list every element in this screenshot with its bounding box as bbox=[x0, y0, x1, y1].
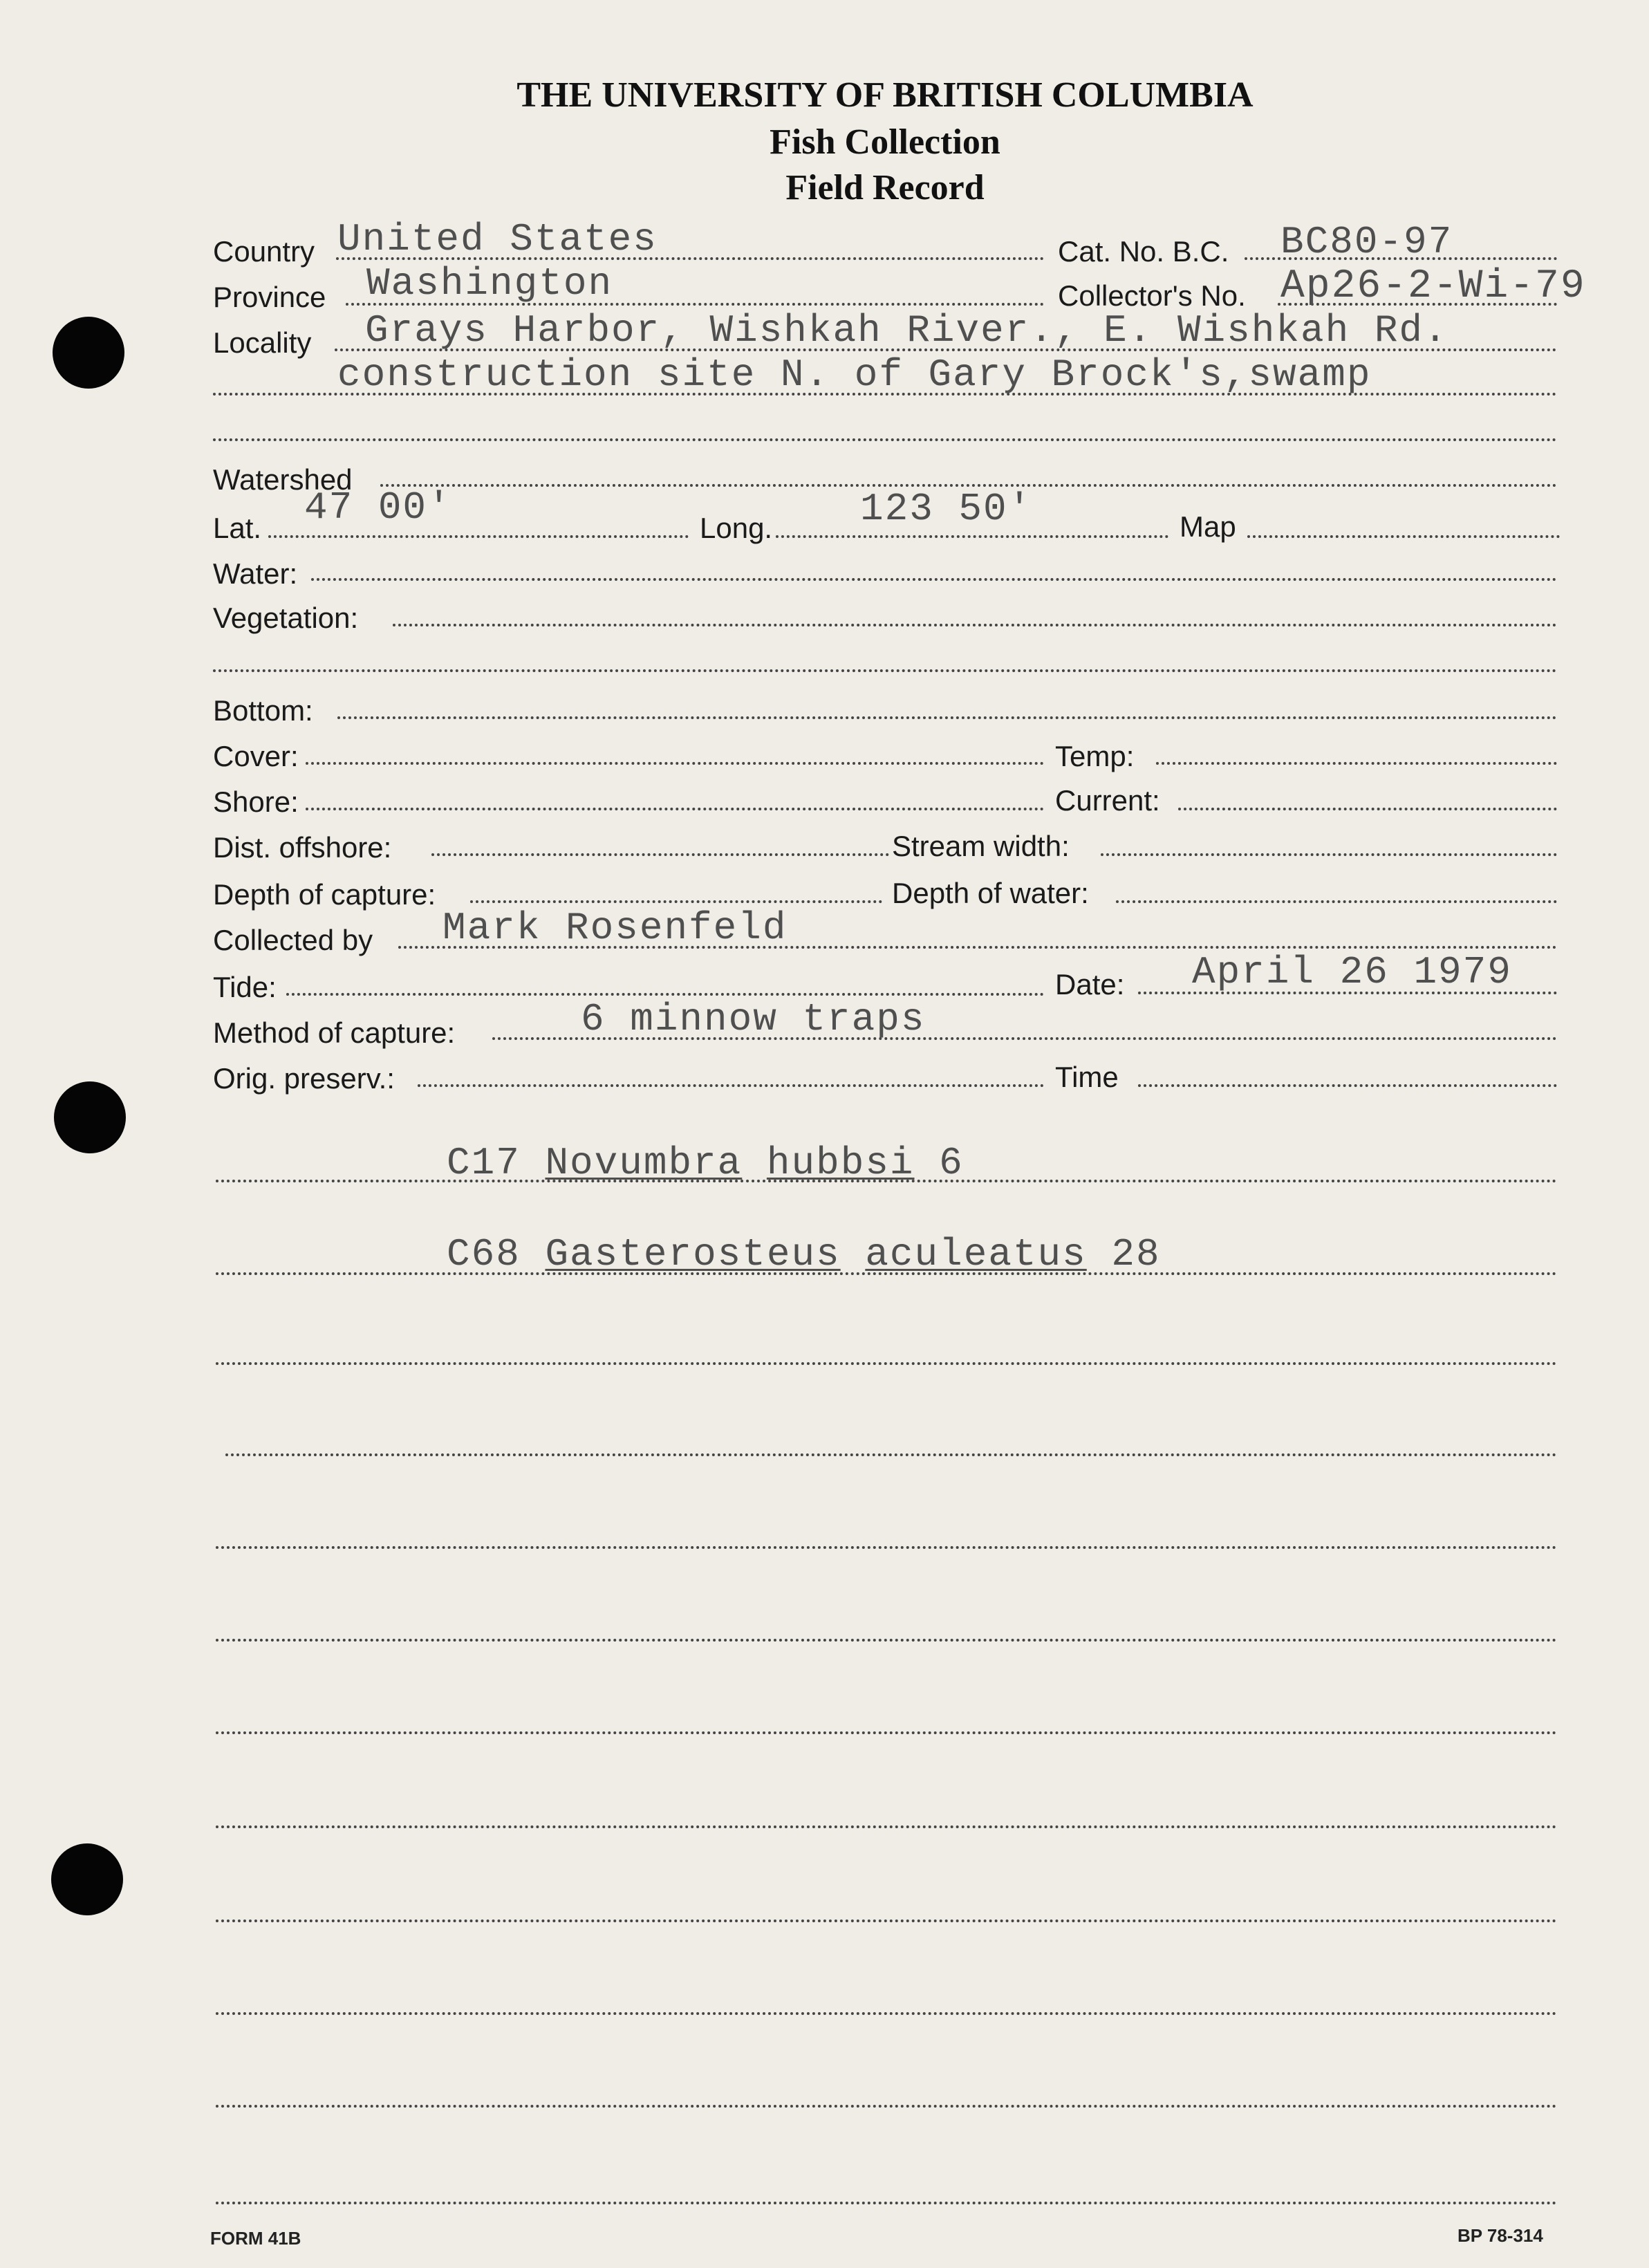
locality-value-line-1: Grays Harbor, Wishkah River., E. Wishkah Rd. bbox=[365, 308, 1448, 353]
punch-hole-bottom bbox=[51, 1843, 123, 1915]
current-label: Current: bbox=[1055, 784, 1160, 817]
shore-label: Shore: bbox=[213, 786, 299, 818]
tide-line bbox=[286, 993, 1044, 996]
blank-line bbox=[216, 2105, 1557, 2108]
stream-width-label: Stream width: bbox=[892, 830, 1070, 862]
depth-of-capture-label: Depth of capture: bbox=[213, 878, 436, 911]
cover-label: Cover: bbox=[213, 740, 299, 772]
bottom-line bbox=[337, 716, 1557, 719]
specimen-count: 6 bbox=[939, 1141, 964, 1185]
specimen-row-1 bbox=[447, 1141, 964, 1185]
specimen-species: hubbsi bbox=[766, 1141, 915, 1185]
temp-line bbox=[1156, 762, 1557, 765]
country-value: United States bbox=[337, 217, 658, 261]
cat-no-label: Cat. No. B.C. bbox=[1058, 235, 1229, 268]
vegetation-line-2 bbox=[213, 669, 1557, 672]
lat-label: Lat. bbox=[213, 512, 262, 544]
shore-line bbox=[306, 808, 1044, 810]
method-of-capture-value: 6 minnow traps bbox=[581, 997, 926, 1041]
collectors-no-label: Collector's No. bbox=[1058, 279, 1246, 312]
orig-preserv-label: Orig. preserv.: bbox=[213, 1062, 395, 1095]
vegetation-label: Vegetation: bbox=[213, 602, 359, 634]
blank-line bbox=[216, 1731, 1557, 1734]
province-value: Washington bbox=[366, 261, 613, 306]
blank-line bbox=[216, 1639, 1557, 1642]
blank-line bbox=[216, 2012, 1557, 2015]
dist-offshore-line bbox=[431, 853, 889, 856]
depth-of-water-label: Depth of water: bbox=[892, 877, 1089, 909]
water-line bbox=[311, 578, 1557, 581]
temp-label: Temp: bbox=[1055, 740, 1135, 772]
specimen-species: aculeatus bbox=[865, 1232, 1087, 1276]
date-value: April 26 1979 bbox=[1192, 950, 1512, 994]
dist-offshore-label: Dist. offshore: bbox=[213, 831, 392, 864]
map-line bbox=[1247, 535, 1560, 538]
specimen-row-2 bbox=[447, 1232, 1161, 1276]
stream-width-line bbox=[1101, 853, 1557, 856]
blank-line bbox=[225, 1453, 1557, 1456]
specimen-count: 28 bbox=[1111, 1232, 1161, 1276]
specimen-code: C68 bbox=[447, 1232, 521, 1276]
punch-hole-top bbox=[53, 317, 124, 389]
cat-no-value: BC80-97 bbox=[1280, 220, 1453, 264]
watershed-label: Watershed bbox=[213, 463, 353, 496]
method-of-capture-label: Method of capture: bbox=[213, 1016, 456, 1049]
blank-line bbox=[216, 1362, 1557, 1365]
current-line bbox=[1178, 808, 1557, 810]
collection-title: Fish Collection bbox=[770, 122, 1000, 162]
long-value: 123 50' bbox=[860, 487, 1033, 531]
punch-hole-middle bbox=[54, 1081, 126, 1153]
cover-line bbox=[306, 762, 1044, 765]
country-label: Country bbox=[213, 235, 315, 268]
collected-by-value: Mark Rosenfeld bbox=[442, 906, 788, 950]
depth-of-capture-line bbox=[470, 900, 882, 903]
lat-line bbox=[268, 535, 689, 538]
blank-line bbox=[216, 1825, 1557, 1828]
time-line bbox=[1138, 1084, 1557, 1087]
lat-value: 47 00' bbox=[304, 485, 452, 530]
blank-line bbox=[216, 1920, 1557, 1922]
date-label: Date: bbox=[1055, 968, 1125, 1001]
blank-line bbox=[216, 2202, 1557, 2204]
form-number: FORM 41B bbox=[210, 2228, 301, 2249]
record-type-title: Field Record bbox=[785, 168, 985, 207]
print-code: BP 78-314 bbox=[1457, 2225, 1543, 2246]
specimen-code: C17 bbox=[447, 1141, 521, 1185]
province-label: Province bbox=[213, 281, 326, 313]
tide-label: Tide: bbox=[213, 971, 277, 1003]
long-line bbox=[776, 535, 1168, 538]
locality-label: Locality bbox=[213, 326, 312, 359]
locality-line-3 bbox=[213, 438, 1557, 441]
locality-value-line-2: construction site N. of Gary Brock's,swamp bbox=[337, 353, 1372, 397]
long-label: Long. bbox=[700, 512, 773, 544]
specimen-genus: Gasterosteus bbox=[545, 1232, 841, 1276]
institution-title: THE UNIVERSITY OF BRITISH COLUMBIA bbox=[516, 75, 1254, 115]
bottom-label: Bottom: bbox=[213, 694, 313, 727]
collectors-no-value: Ap26-2-Wi-79 bbox=[1280, 264, 1586, 309]
vegetation-line-1 bbox=[393, 624, 1557, 626]
collected-by-label: Collected by bbox=[213, 924, 373, 956]
time-label: Time bbox=[1055, 1061, 1119, 1093]
blank-line bbox=[216, 1546, 1557, 1549]
water-label: Water: bbox=[213, 557, 298, 590]
orig-preserv-line bbox=[418, 1084, 1044, 1087]
depth-of-water-line bbox=[1116, 900, 1557, 903]
specimen-genus: Novumbra bbox=[545, 1141, 743, 1185]
map-label: Map bbox=[1180, 510, 1236, 543]
